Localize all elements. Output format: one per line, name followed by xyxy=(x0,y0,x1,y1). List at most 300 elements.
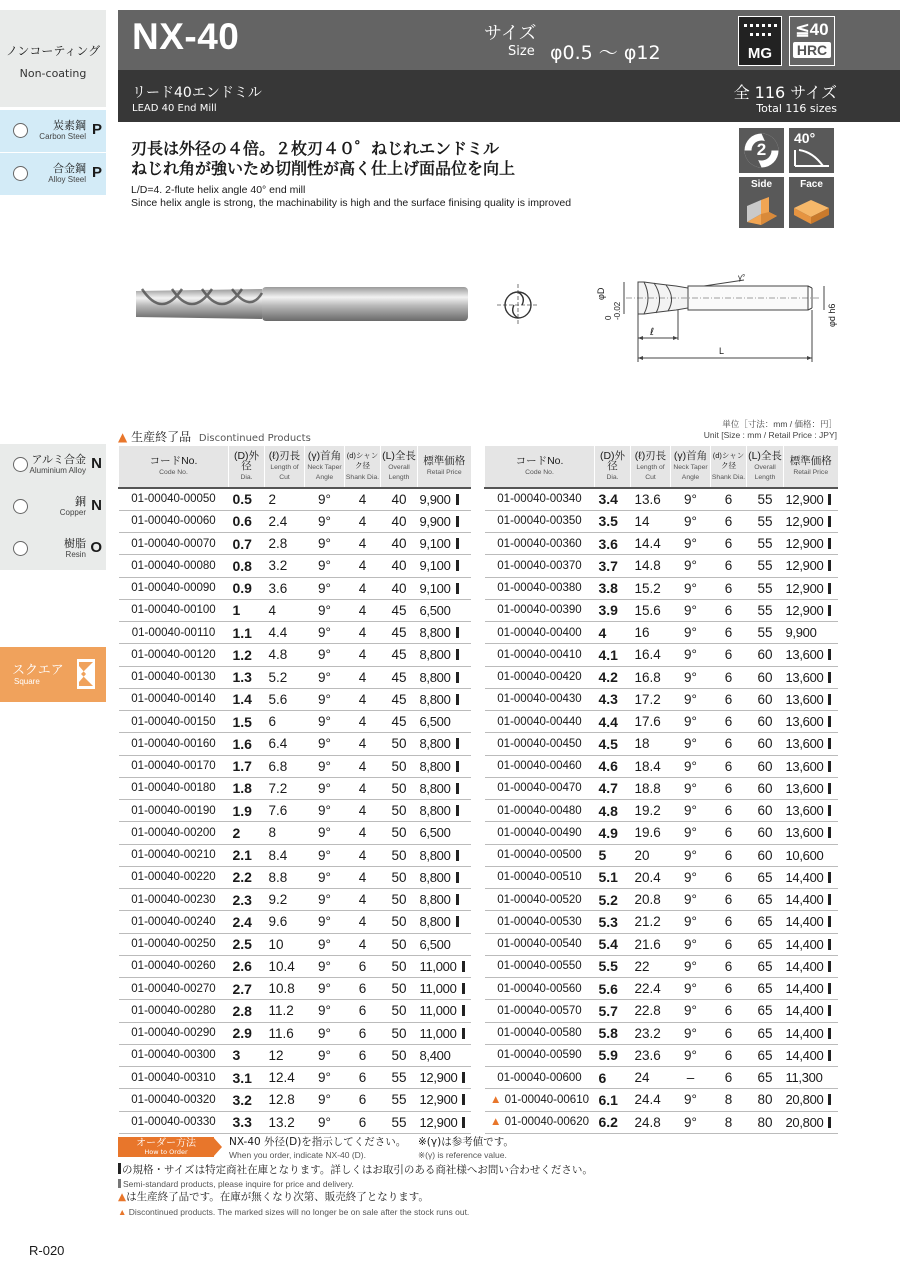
cell-cut xyxy=(631,978,671,1000)
table-row xyxy=(119,555,471,577)
table-row xyxy=(485,533,838,555)
cell-code-value: 01-00040-00170 xyxy=(131,760,216,773)
cell-neck-value: 9° xyxy=(684,602,697,618)
cell-dia xyxy=(229,755,265,777)
flute-count: 2 xyxy=(756,140,767,159)
col-cut: (ℓ)刃長 Length of Cut xyxy=(265,446,305,488)
cell-price xyxy=(784,777,838,799)
material-jp: 樹脂 xyxy=(64,538,86,550)
shape-jp: スクエア xyxy=(12,662,64,677)
cell-cut xyxy=(265,755,305,777)
table-row xyxy=(485,777,838,799)
table-row xyxy=(119,1089,471,1111)
cell-overall-value: 60 xyxy=(757,780,773,796)
semi-standard-mark xyxy=(828,761,831,772)
cell-price-value: 12,900 xyxy=(785,602,824,618)
cell-neck xyxy=(671,822,711,844)
cell-code-value: 01-00040-00460 xyxy=(497,760,582,773)
cell-neck-value: 9° xyxy=(318,1025,331,1041)
semi-standard-mark xyxy=(456,694,459,705)
cell-cut xyxy=(265,978,305,1000)
cell-overall xyxy=(747,1089,784,1111)
cell-price xyxy=(418,1000,471,1022)
semi-standard-text-en: Semi-standard products, please inquire for price and delivery. xyxy=(123,1179,354,1189)
cell-price-value: 8,800 xyxy=(419,847,451,863)
cell-code-value: 01-00040-00560 xyxy=(497,982,582,995)
cell-neck-value: 9° xyxy=(318,736,331,752)
cell-code xyxy=(119,1111,229,1133)
cell-shank-value: 4 xyxy=(358,736,367,752)
cell-cut-value: 20.4 xyxy=(634,869,661,885)
cell-shank-value: 4 xyxy=(358,892,367,908)
table-row xyxy=(119,711,471,733)
cell-neck-value: 9° xyxy=(684,714,697,730)
table-row xyxy=(119,644,471,666)
cell-cut-value: 6.8 xyxy=(268,758,288,774)
cell-overall-value: 60 xyxy=(757,825,773,841)
cell-shank xyxy=(711,978,747,1000)
material-aluminium xyxy=(0,444,106,486)
table-row xyxy=(119,800,471,822)
triangle-icon: ▲ xyxy=(118,1191,127,1203)
cell-price xyxy=(784,933,838,955)
semi-standard-mark xyxy=(456,560,459,571)
cell-code xyxy=(485,822,595,844)
cell-overall xyxy=(381,955,418,977)
cell-shank xyxy=(711,644,747,666)
cell-dia xyxy=(229,822,265,844)
material-en: Resin xyxy=(65,550,86,559)
cell-cut xyxy=(265,955,305,977)
cell-cut xyxy=(631,1067,671,1089)
cell-cut xyxy=(265,1111,305,1133)
material-en: Copper xyxy=(59,508,86,517)
cell-neck-value: 9° xyxy=(318,936,331,952)
cell-price xyxy=(784,822,838,844)
cell-overall xyxy=(747,711,784,733)
table-header-row xyxy=(119,446,471,488)
cell-price xyxy=(784,533,838,555)
cell-dia-value: 3.5 xyxy=(598,513,618,530)
cell-cut-value: 12 xyxy=(268,1047,284,1063)
cell-code xyxy=(119,577,229,599)
table-row xyxy=(485,911,838,933)
cell-price xyxy=(784,866,838,888)
cell-overall-value: 65 xyxy=(757,1003,773,1019)
cell-code xyxy=(119,599,229,621)
cell-dia-value: 0.8 xyxy=(232,557,252,574)
cell-shank xyxy=(711,844,747,866)
cell-neck-value: 9° xyxy=(318,847,331,863)
cell-code-value: 01-00040-00450 xyxy=(497,737,582,750)
cell-code xyxy=(119,822,229,844)
cell-overall-value: 65 xyxy=(757,892,773,908)
order-text-en: When you order, indicate NX-40 (D). xyxy=(229,1150,367,1160)
cell-dia-value: 0.7 xyxy=(232,535,252,552)
cell-shank xyxy=(345,1111,381,1133)
cell-cut-value: 22.8 xyxy=(634,1003,661,1019)
cell-neck-value: 9° xyxy=(318,558,331,574)
cell-overall-value: 65 xyxy=(757,1070,773,1086)
cell-neck xyxy=(671,688,711,710)
cell-neck xyxy=(671,733,711,755)
cell-code xyxy=(119,1000,229,1022)
cell-overall xyxy=(747,510,784,532)
cell-shank-value: 6 xyxy=(724,491,733,507)
cell-overall xyxy=(381,622,418,644)
cell-cut-value: 17.2 xyxy=(634,691,661,707)
cell-dia-value: 2.3 xyxy=(232,891,252,908)
table-row xyxy=(485,1089,838,1111)
cell-cut xyxy=(265,644,305,666)
cell-shank xyxy=(711,1067,747,1089)
cell-shank xyxy=(345,955,381,977)
cell-code-value: 01-00040-00290 xyxy=(131,1027,216,1040)
cell-dia-value: 2.6 xyxy=(232,958,252,975)
subtitle-en: LEAD 40 End Mill xyxy=(132,103,217,114)
cell-overall xyxy=(381,889,418,911)
semi-standard-mark xyxy=(828,649,831,660)
cell-price xyxy=(418,622,471,644)
cell-overall xyxy=(381,1089,418,1111)
material-en: Aluminium Alloy xyxy=(29,466,86,475)
cell-price-value: 8,800 xyxy=(419,647,451,663)
col-neck: (γ)首角 Neck Taper Angle xyxy=(671,446,711,488)
cell-price-value: 12,900 xyxy=(785,580,824,596)
cell-dia xyxy=(229,800,265,822)
cell-shank xyxy=(345,1022,381,1044)
cell-overall xyxy=(747,755,784,777)
cell-dia-value: 3.2 xyxy=(232,1091,252,1108)
cell-shank xyxy=(345,911,381,933)
order-en: How to Order xyxy=(144,1148,188,1156)
cell-shank xyxy=(711,577,747,599)
cell-neck xyxy=(305,844,345,866)
dim-overall-length: L xyxy=(719,346,725,356)
cell-code xyxy=(119,1089,229,1111)
cell-code xyxy=(119,644,229,666)
cell-dia xyxy=(229,688,265,710)
cell-cut-value: 15.2 xyxy=(634,580,661,596)
material-jp: アルミ合金 xyxy=(31,454,86,466)
cell-code-value: 01-00040-00610 xyxy=(504,1093,589,1106)
cell-dia-value: 3 xyxy=(232,1047,241,1064)
cell-overall-value: 65 xyxy=(757,914,773,930)
cell-price-value: 14,400 xyxy=(785,1003,824,1019)
cell-dia xyxy=(595,733,631,755)
cell-price-value: 8,800 xyxy=(419,736,451,752)
cell-overall xyxy=(381,599,418,621)
cell-neck-value: 9° xyxy=(318,669,331,685)
cell-neck-value: 9° xyxy=(684,1047,697,1063)
semi-standard-mark xyxy=(828,672,831,683)
cell-price xyxy=(418,955,471,977)
cell-shank-value: 4 xyxy=(358,691,367,707)
cell-shank xyxy=(345,644,381,666)
square-endmill-icon xyxy=(76,658,96,690)
cell-overall-value: 40 xyxy=(391,491,407,507)
cell-dia xyxy=(229,866,265,888)
cell-dia xyxy=(595,800,631,822)
cell-neck xyxy=(305,978,345,1000)
cell-code xyxy=(485,1111,595,1133)
cell-cut xyxy=(631,1111,671,1133)
cell-dia xyxy=(229,599,265,621)
dim-phi-d-label: φD xyxy=(596,287,606,300)
cell-overall xyxy=(747,1044,784,1066)
cell-overall xyxy=(381,711,418,733)
side-label: Side xyxy=(739,177,784,192)
cell-neck-value: 9° xyxy=(684,1025,697,1041)
cell-overall xyxy=(747,777,784,799)
cell-price-value: 12,900 xyxy=(785,491,824,507)
triangle-icon: ▲ xyxy=(490,1093,505,1106)
cell-dia xyxy=(229,1044,265,1066)
cell-overall-value: 55 xyxy=(757,491,773,507)
material-alloy-steel xyxy=(0,153,106,195)
cell-price xyxy=(784,510,838,532)
table-row xyxy=(119,955,471,977)
cell-price xyxy=(784,1022,838,1044)
cell-dia xyxy=(229,622,265,644)
table-row xyxy=(485,1022,838,1044)
cell-dia-value: 2 xyxy=(232,824,241,841)
cell-dia-value: 4.6 xyxy=(598,758,618,775)
cell-shank xyxy=(345,577,381,599)
cell-neck-value: 9° xyxy=(318,981,331,997)
cell-cut xyxy=(631,1000,671,1022)
semi-standard-mark xyxy=(456,761,459,772)
cell-dia-value: 1.8 xyxy=(232,780,252,797)
cell-neck xyxy=(305,911,345,933)
semi-standard-text: の規格・サイズは特定商社在庫となります。詳しくはお取引のある商社様へお問い合わせください。 xyxy=(122,1164,593,1176)
cell-overall-value: 45 xyxy=(391,691,407,707)
semi-standard-mark xyxy=(828,894,831,905)
cell-shank-value: 4 xyxy=(358,847,367,863)
cell-price xyxy=(418,800,471,822)
cell-code xyxy=(485,1067,595,1089)
cell-code-value: 01-00040-00090 xyxy=(131,582,216,595)
table-row xyxy=(119,622,471,644)
cell-cut xyxy=(265,889,305,911)
cell-dia-value: 1.6 xyxy=(232,735,252,752)
cell-neck xyxy=(671,1022,711,1044)
cell-price-value: 9,900 xyxy=(419,491,451,507)
cell-overall xyxy=(747,488,784,510)
cell-shank xyxy=(711,533,747,555)
cell-dia-value: 5.8 xyxy=(598,1025,618,1042)
dim-gamma: γ° xyxy=(738,273,746,282)
cell-dia xyxy=(595,555,631,577)
table-row xyxy=(485,933,838,955)
cell-dia xyxy=(229,889,265,911)
cell-overall xyxy=(381,1044,418,1066)
cell-dia xyxy=(595,599,631,621)
cell-neck-value: 9° xyxy=(684,1114,697,1130)
cell-dia-value: 5.9 xyxy=(598,1047,618,1064)
cell-code-value: 01-00040-00080 xyxy=(131,559,216,572)
cell-overall xyxy=(747,866,784,888)
cell-shank-value: 6 xyxy=(724,513,733,529)
cell-overall-value: 50 xyxy=(391,825,407,841)
table-row xyxy=(485,755,838,777)
cell-price-value: 14,400 xyxy=(785,936,824,952)
semi-standard-mark xyxy=(828,1005,831,1016)
shape-tab-square[interactable] xyxy=(0,647,106,702)
table-row xyxy=(119,978,471,1000)
cell-cut-value: 16 xyxy=(634,625,650,641)
table-row xyxy=(485,822,838,844)
cell-overall-value: 50 xyxy=(391,780,407,796)
cell-code-value: 01-00040-00440 xyxy=(497,715,582,728)
cell-neck xyxy=(305,800,345,822)
cell-shank-value: 4 xyxy=(358,869,367,885)
description-en-line: L/D=4. 2-flute helix angle 40° end mill xyxy=(131,184,306,196)
cell-dia xyxy=(229,1000,265,1022)
shape-en: Square xyxy=(14,677,40,686)
cell-cut xyxy=(265,599,305,621)
cell-cut-value: 17.6 xyxy=(634,714,661,730)
cell-code xyxy=(485,599,595,621)
cell-code-value: 01-00040-00370 xyxy=(497,559,582,572)
col-price: 標準価格 Retail Price xyxy=(784,446,838,488)
cell-shank xyxy=(345,889,381,911)
cell-overall xyxy=(747,599,784,621)
cell-overall xyxy=(381,644,418,666)
material-letter: P xyxy=(91,164,102,181)
cell-overall-value: 40 xyxy=(391,558,407,574)
cell-dia xyxy=(229,510,265,532)
semi-standard-mark xyxy=(828,738,831,749)
cell-price xyxy=(418,889,471,911)
cell-shank-value: 8 xyxy=(724,1092,733,1108)
cell-shank xyxy=(345,844,381,866)
cell-code xyxy=(485,866,595,888)
table-row xyxy=(119,1022,471,1044)
cell-neck xyxy=(671,800,711,822)
cell-cut xyxy=(265,844,305,866)
cell-overall-value: 40 xyxy=(391,536,407,552)
cell-code-value: 01-00040-00520 xyxy=(497,893,582,906)
cell-overall xyxy=(747,555,784,577)
cell-shank-value: 6 xyxy=(724,1025,733,1041)
cell-price-value: 20,800 xyxy=(785,1092,824,1108)
cell-cut xyxy=(631,933,671,955)
cell-shank-value: 6 xyxy=(724,1047,733,1063)
cell-price-value: 8,800 xyxy=(419,691,451,707)
cell-code xyxy=(485,933,595,955)
cell-neck-value: 9° xyxy=(684,981,697,997)
cell-shank xyxy=(345,1000,381,1022)
material-jp: 炭素鋼 xyxy=(53,120,86,132)
cell-dia-value: 4.1 xyxy=(598,646,618,663)
cell-price-value: 8,800 xyxy=(419,625,451,641)
cell-neck-value: 9° xyxy=(684,513,697,529)
cell-shank-value: 6 xyxy=(724,669,733,685)
cell-cut-value: 5.6 xyxy=(268,691,288,707)
semi-standard-mark xyxy=(456,516,459,527)
cell-dia xyxy=(229,844,265,866)
cell-cut-value: 21.2 xyxy=(634,914,661,930)
cell-shank xyxy=(345,666,381,688)
cell-cut xyxy=(631,622,671,644)
cell-price xyxy=(418,688,471,710)
cell-dia-value: 1.9 xyxy=(232,802,252,819)
cell-neck-value: 9° xyxy=(684,580,697,596)
circle-icon xyxy=(13,123,28,138)
cell-code-value: 01-00040-00150 xyxy=(131,715,216,728)
cell-shank-value: 4 xyxy=(358,936,367,952)
table-row xyxy=(119,777,471,799)
cell-price xyxy=(418,866,471,888)
cell-overall-value: 60 xyxy=(757,669,773,685)
cell-neck xyxy=(671,889,711,911)
cell-cut-value: 6 xyxy=(268,714,277,730)
cell-overall-value: 55 xyxy=(757,602,773,618)
cell-dia xyxy=(595,711,631,733)
semi-standard-mark xyxy=(456,627,459,638)
face-cut-icon xyxy=(789,192,834,228)
cell-cut-value: 20 xyxy=(634,847,650,863)
cell-overall xyxy=(381,1111,418,1133)
semi-standard-mark xyxy=(456,916,459,927)
cell-shank-value: 6 xyxy=(358,981,367,997)
table-row xyxy=(119,933,471,955)
cell-cut-value: 4 xyxy=(268,602,277,618)
cell-code-value: 01-00040-00300 xyxy=(131,1049,216,1062)
cell-overall-value: 65 xyxy=(757,936,773,952)
cell-cut xyxy=(265,711,305,733)
cell-code-value: 01-00040-00180 xyxy=(131,782,216,795)
dim-tol-top: 0 xyxy=(604,315,613,320)
hrc-bottom: HRC xyxy=(793,42,831,58)
cell-dia xyxy=(595,1067,631,1089)
cell-shank xyxy=(345,533,381,555)
cell-overall-value: 65 xyxy=(757,981,773,997)
cell-price xyxy=(784,688,838,710)
cell-cut-value: 7.2 xyxy=(268,780,288,796)
cell-cut xyxy=(631,666,671,688)
cell-cut-value: 24 xyxy=(634,1070,650,1086)
semi-standard-mark xyxy=(456,850,459,861)
cell-price xyxy=(784,911,838,933)
cell-code-value: 01-00040-00140 xyxy=(131,693,216,706)
cell-neck-value: 9° xyxy=(684,1003,697,1019)
table-row xyxy=(119,533,471,555)
description-jp xyxy=(131,139,515,179)
cell-cut xyxy=(631,711,671,733)
product-title: NX-40 xyxy=(132,16,240,57)
table-row xyxy=(119,844,471,866)
cell-dia-value: 5.2 xyxy=(598,891,618,908)
cell-cut-value: 2 xyxy=(268,491,277,507)
cell-cut xyxy=(265,1067,305,1089)
reference-note-en: ※(γ) is reference value. xyxy=(418,1150,507,1160)
cell-code-value: 01-00040-00320 xyxy=(131,1093,216,1106)
cell-shank xyxy=(345,510,381,532)
cell-neck xyxy=(671,599,711,621)
cell-price xyxy=(418,933,471,955)
semi-standard-mark xyxy=(456,894,459,905)
cell-neck-value: 9° xyxy=(318,491,331,507)
cell-cut xyxy=(265,1022,305,1044)
semi-standard-mark xyxy=(456,494,459,505)
cell-overall xyxy=(381,822,418,844)
cell-dia-value: 6.1 xyxy=(598,1091,618,1108)
cell-shank xyxy=(711,688,747,710)
table-row xyxy=(485,711,838,733)
cell-price-value: 8,800 xyxy=(419,869,451,885)
